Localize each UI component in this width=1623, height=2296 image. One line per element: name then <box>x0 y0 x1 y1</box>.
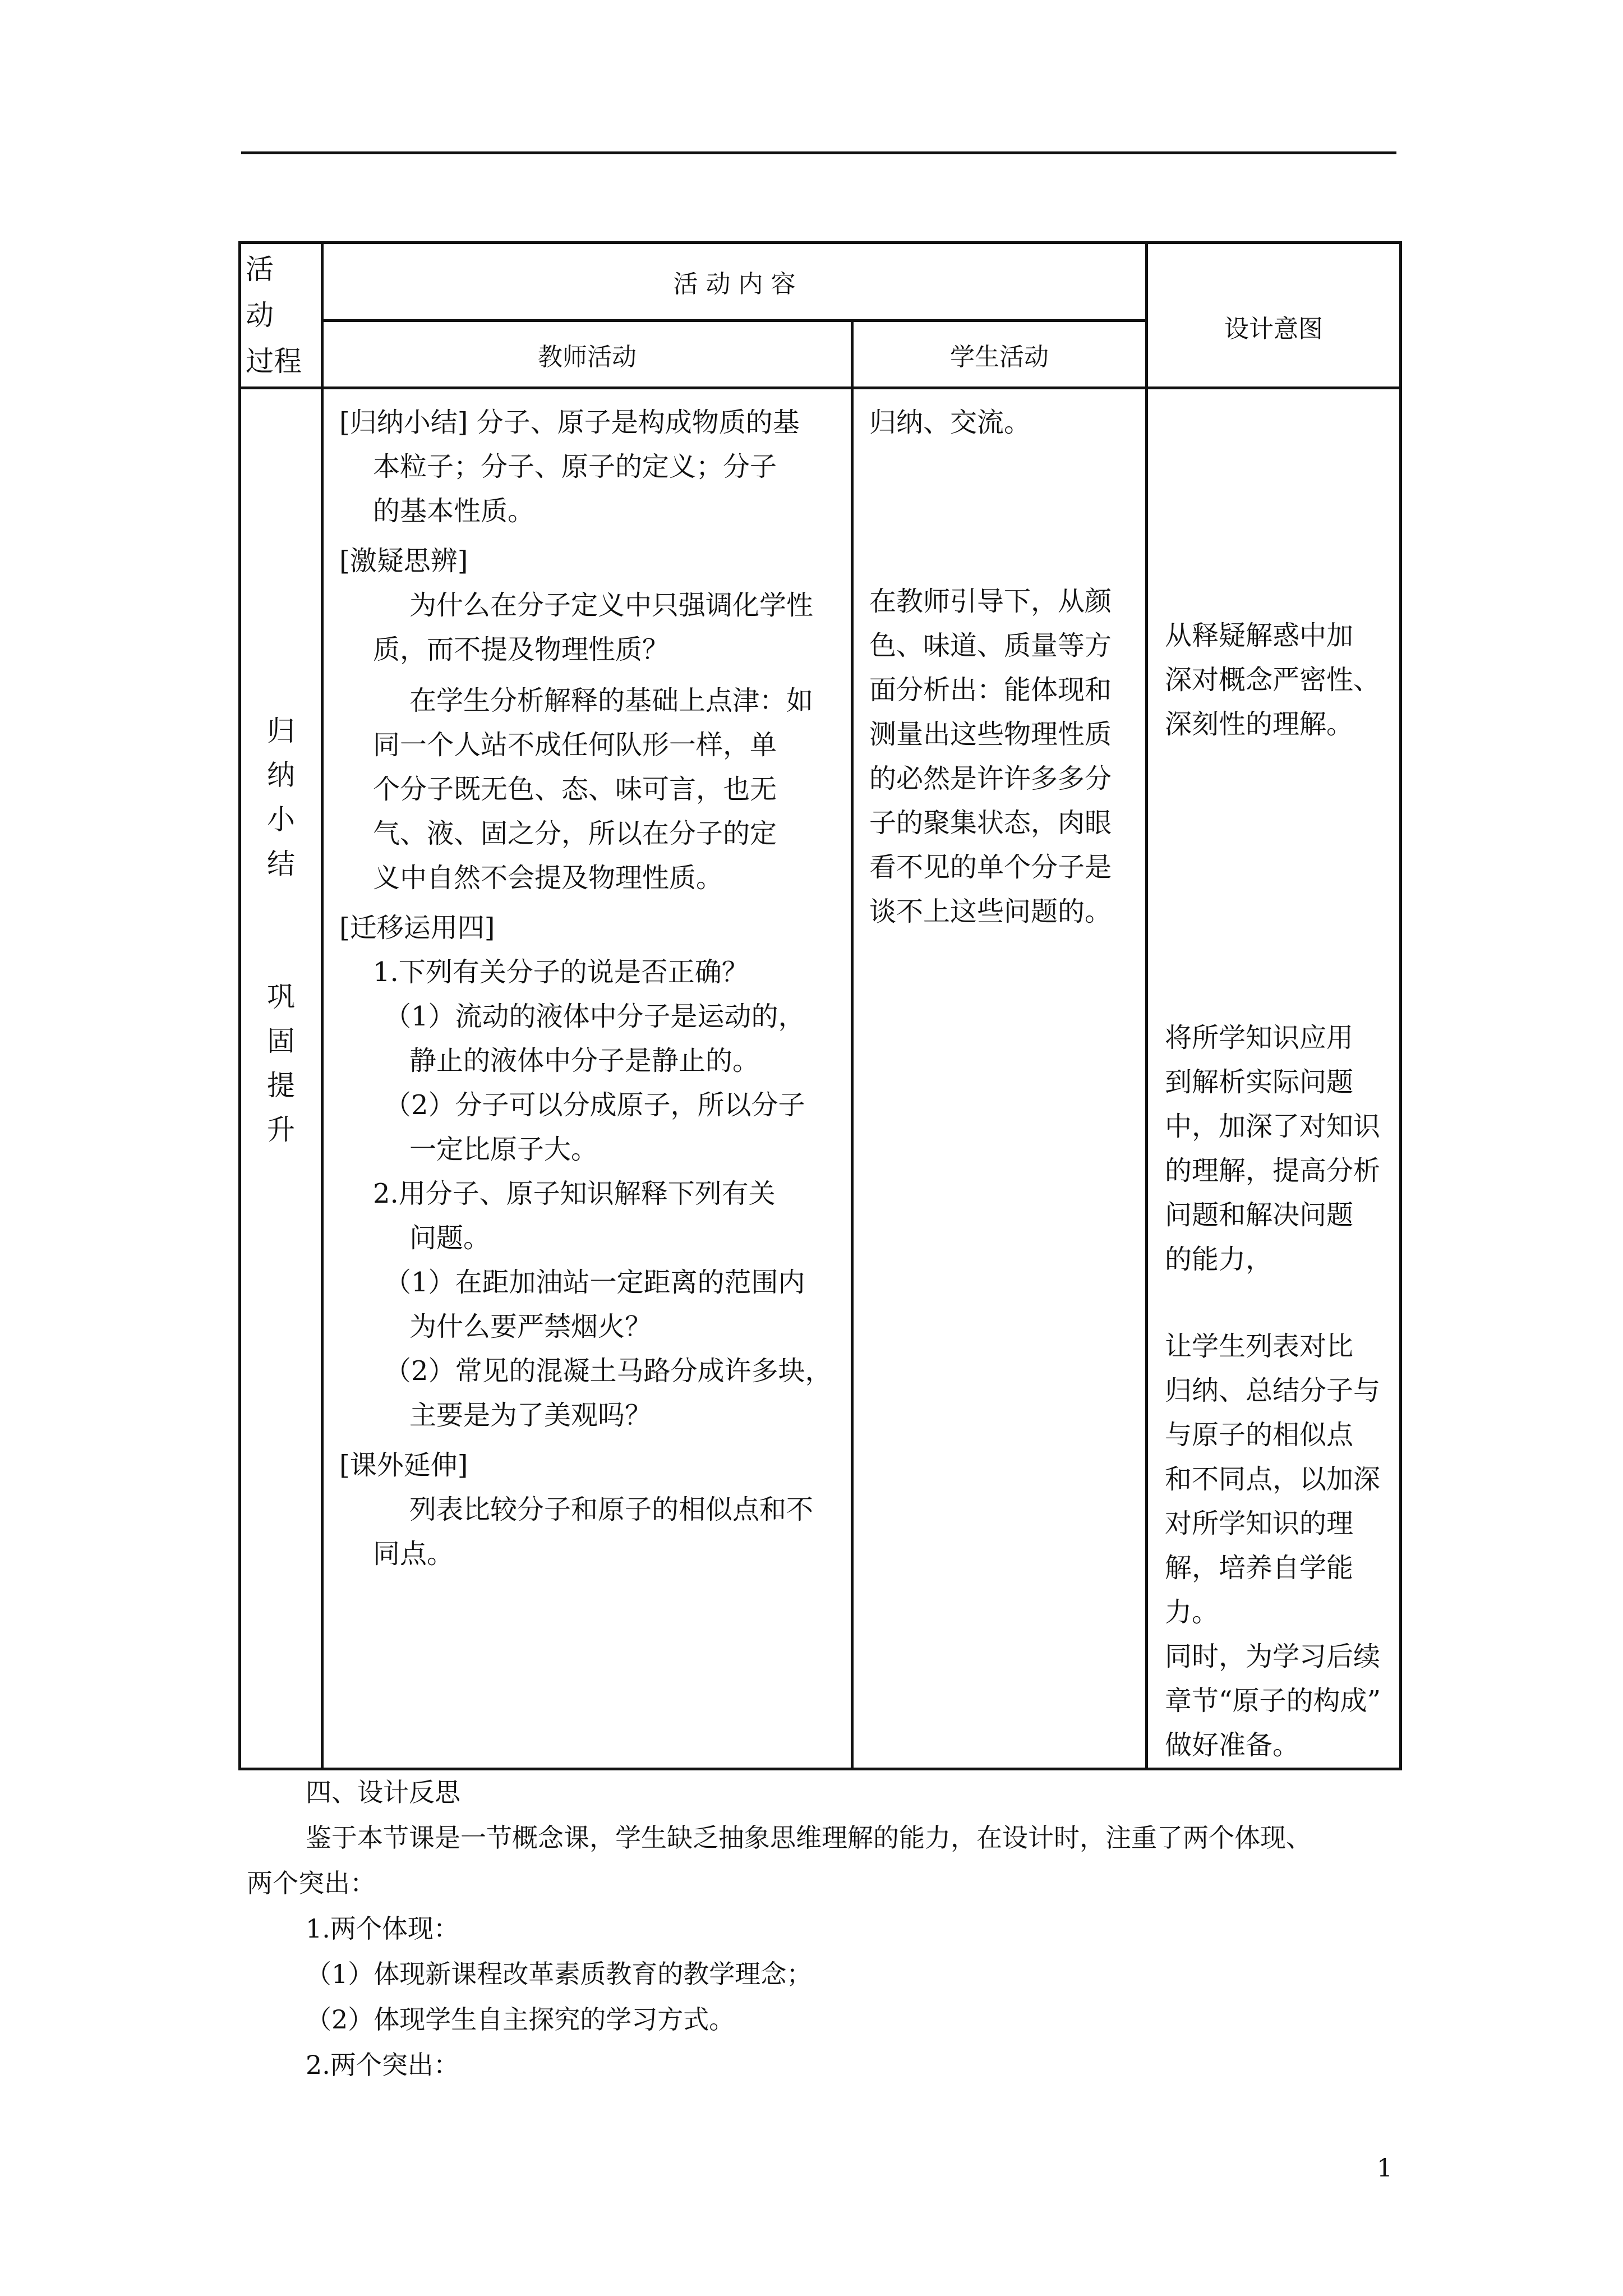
intent-line: 问题和解决问题 <box>1165 1199 1354 1231</box>
transfer-label: [迁移运用四] <box>339 912 495 944</box>
student-analysis-line: 测量出这些物理性质 <box>869 719 1112 750</box>
summary-label: [归纳小结] <box>339 407 468 438</box>
question-1-2a: （2）分子可以分成原子，所以分子 <box>384 1089 805 1121</box>
student-analysis-line: 看不见的单个分子是 <box>869 852 1112 883</box>
content-header: 活 动 内 容 <box>322 243 1147 321</box>
intent-line: 对所学知识的理 <box>1165 1508 1354 1539</box>
intent-cell <box>1147 388 1401 1769</box>
question-2-2b: 主要是为了美观吗？ <box>409 1400 652 1431</box>
intent-header: 设计意图 <box>1147 243 1401 388</box>
intent-line: 做好准备。 <box>1165 1729 1300 1761</box>
intent-line: 将所学知识应用 <box>1165 1022 1354 1053</box>
question-2-1a: （1）在距加油站一定距离的范围内 <box>384 1267 805 1298</box>
question-2a: 2.用分子、原子知识解释下列有关 <box>373 1178 776 1209</box>
header-rule <box>241 151 1396 154</box>
summary-line-2: 本粒子；分子、原子的定义；分子 <box>373 451 777 482</box>
intent-line: 同时，为学习后续 <box>1165 1641 1381 1672</box>
stage-char: 归 <box>267 715 295 747</box>
stage-cell <box>240 388 322 1769</box>
reflection-para-line-1: 鉴于本节课是一节概念课，学生缺乏抽象思维理解的能力，在设计时，注重了两个体现、 <box>306 1823 1312 1853</box>
summary-line-1 <box>339 401 845 445</box>
stage-char: 纳 <box>267 759 295 792</box>
intent-line: 与原子的相似点 <box>1165 1419 1354 1451</box>
page-number: 1 <box>1377 2154 1393 2183</box>
intent-line: 和不同点，以加深 <box>1165 1464 1381 1495</box>
intent-line: 到解析实际问题 <box>1165 1066 1354 1098</box>
stage-char: 小 <box>267 803 295 836</box>
doubt-label: [激疑思辨] <box>339 545 468 577</box>
question-1-2b: 一定比原子大。 <box>409 1134 598 1165</box>
reflection-item-1-1: （1）体现新课程改革素质教育的教学理念； <box>306 1959 813 1989</box>
reflection-item-1-2: （2）体现学生自主探究的学习方式。 <box>306 2004 735 2035</box>
question-2-1b: 为什么要严禁烟火？ <box>409 1311 652 1342</box>
question-1-1b: 静止的液体中分子是静止的。 <box>409 1045 760 1076</box>
summary-text: 分子、原子是构成物质的基 <box>476 407 800 438</box>
extension-label: [课外延伸] <box>339 1450 468 1481</box>
stage-char: 结 <box>267 848 295 880</box>
doubt-answer-1: 在学生分析解释的基础上点津：如 <box>409 685 814 716</box>
student-analysis-line: 面分析出：能体现和 <box>869 674 1112 706</box>
intent-line: 深刻性的理解。 <box>1165 708 1354 740</box>
student-activity-cell <box>852 388 1147 1769</box>
teacher-header: 教师活动 <box>322 321 852 388</box>
intent-line: 深对概念严密性、 <box>1165 664 1381 696</box>
intent-line: 归纳、总结分子与 <box>1165 1375 1381 1406</box>
intent-line: 的能力， <box>1165 1244 1273 1275</box>
doubt-answer-3: 个分子既无色、态、味可言，也无 <box>373 774 777 805</box>
reflection-item-1: 1.两个体现： <box>306 1913 459 1944</box>
reflection-item-2: 2.两个突出： <box>306 2050 459 2080</box>
student-analysis-line: 子的聚集状态，肉眼 <box>869 807 1112 839</box>
question-2b: 问题。 <box>409 1222 491 1254</box>
stage-char: 提 <box>267 1069 295 1102</box>
design-reflection <box>247 1770 1396 2088</box>
student-summary: 归纳、交流。 <box>869 407 1031 438</box>
doubt-answer-5: 义中自然不会提及物理性质。 <box>373 862 723 894</box>
lesson-table <box>238 241 1402 1770</box>
process-header-line1: 活动 <box>246 253 307 332</box>
question-2-2a: （2）常见的混凝土马路分成许多块， <box>384 1355 832 1387</box>
doubt-question-1: 为什么在分子定义中只强调化学性 <box>409 590 814 621</box>
question-1: 1.下列有关分子的说是否正确？ <box>373 956 749 988</box>
process-header <box>240 243 322 388</box>
student-analysis-line: 的必然是许许多多分 <box>869 763 1112 794</box>
summary-line-3: 的基本性质。 <box>373 495 535 527</box>
intent-line: 让学生列表对比 <box>1165 1331 1354 1362</box>
student-header: 学生活动 <box>852 321 1147 388</box>
process-header-line2: 过程 <box>246 345 302 378</box>
intent-line: 的理解，提高分析 <box>1165 1155 1381 1186</box>
intent-line: 中，加深了对知识 <box>1165 1111 1381 1142</box>
stage-char: 固 <box>267 1025 295 1057</box>
doubt-question-2: 质，而不提及物理性质？ <box>373 634 670 665</box>
question-1-1a: （1）流动的液体中分子是运动的， <box>384 1001 805 1032</box>
extension-line-1: 列表比较分子和原子的相似点和不 <box>409 1494 814 1525</box>
student-analysis-line: 谈不上这些问题的。 <box>869 896 1112 927</box>
extension-line-2: 同点。 <box>373 1538 454 1570</box>
teacher-activity-cell <box>322 388 852 1769</box>
student-analysis-line: 在教师引导下，从颜 <box>869 586 1112 617</box>
intent-line: 章节“原子的构成” <box>1165 1685 1381 1717</box>
reflection-para-line-2: 两个突出： <box>247 1868 376 1898</box>
intent-line: 解，培养自学能力。 <box>1165 1552 1354 1628</box>
stage-char: 升 <box>267 1114 295 1146</box>
doubt-answer-4: 气、液、固之分，所以在分子的定 <box>373 818 777 849</box>
stage-char: 巩 <box>267 981 295 1013</box>
reflection-heading: 四、设计反思 <box>306 1777 460 1807</box>
student-analysis-line: 色、味道、质量等方 <box>869 630 1112 661</box>
doubt-answer-2: 同一个人站不成任何队形一样，单 <box>373 729 777 761</box>
intent-line: 从释疑解惑中加 <box>1165 620 1354 651</box>
